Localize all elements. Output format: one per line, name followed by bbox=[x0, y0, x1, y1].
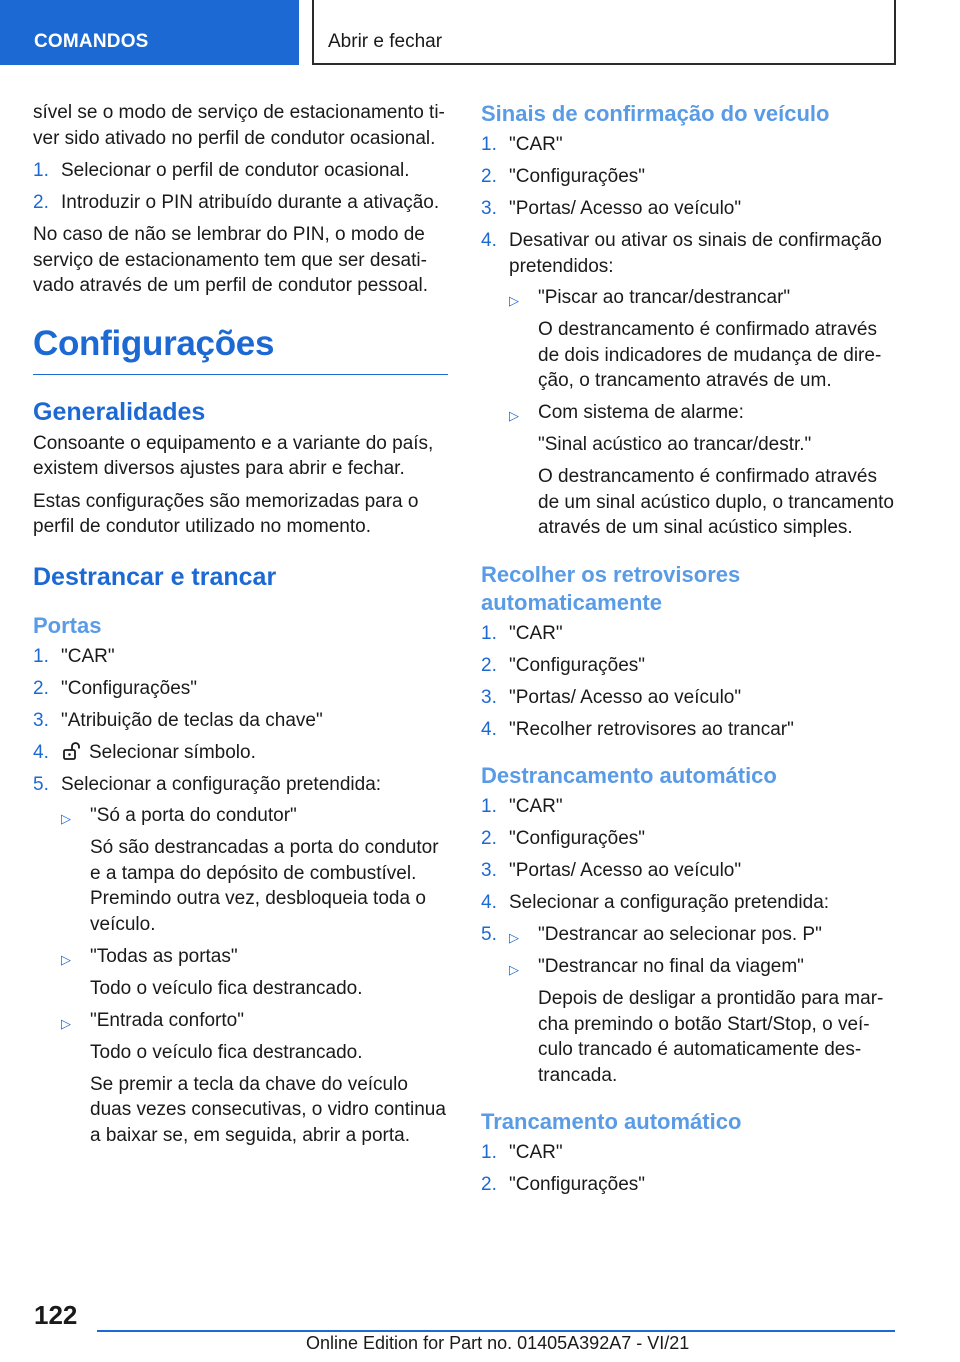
list-item bbox=[481, 228, 901, 541]
portas-steps bbox=[33, 644, 448, 1149]
step-number: 1. bbox=[481, 622, 497, 644]
step-text: "CAR" bbox=[509, 134, 563, 155]
list-item bbox=[509, 285, 901, 394]
step-number: 4. bbox=[481, 718, 497, 740]
triangle-bullet-icon: ▷ bbox=[61, 1015, 71, 1031]
options-list bbox=[61, 803, 448, 1148]
step-text: "Portas/ Acesso ao veículo" bbox=[509, 686, 742, 708]
list-item bbox=[481, 890, 901, 916]
list-item bbox=[509, 954, 901, 1088]
step-number: 2. bbox=[481, 166, 497, 187]
list-item bbox=[33, 676, 448, 702]
option-label: "Só a porta do condutor" bbox=[90, 805, 297, 826]
heading-destrancamento-automatico: Destrancamento automático bbox=[481, 763, 777, 788]
option-description: O destrancamento é confirmado através de dois indicadores de mudança de dire-ção, o trancamento através de um. bbox=[538, 319, 882, 391]
step-number: 5. bbox=[33, 773, 49, 795]
destrancamento-steps bbox=[481, 794, 901, 916]
step-number: 3. bbox=[481, 686, 497, 708]
right-column bbox=[481, 100, 901, 1204]
option-label: "Piscar ao trancar/destrancar" bbox=[538, 287, 791, 308]
options-list bbox=[509, 285, 901, 541]
step-number: 2. bbox=[33, 192, 49, 213]
footer-edition: Online Edition for Part no. 01405A392A7 - VI/21 bbox=[306, 1333, 690, 1353]
step-text: Introduzir o PIN atribuído durante a ativação. bbox=[61, 192, 440, 213]
step-text: "Portas/ Acesso ao veículo" bbox=[509, 860, 742, 881]
step-number: 3. bbox=[33, 709, 49, 731]
list-item bbox=[481, 164, 901, 190]
list-item bbox=[481, 794, 901, 820]
list-item bbox=[61, 1008, 448, 1149]
step-number: 2. bbox=[481, 1174, 497, 1195]
step-text: Selecionar a configuração pretendida: bbox=[61, 773, 382, 795]
generalidades-text-2: Estas configurações são memorizadas para o perfil de condutor utilizado no momento. bbox=[33, 490, 419, 537]
header-section-tab: COMANDOS bbox=[0, 0, 299, 65]
list-item bbox=[481, 858, 901, 884]
option-description: O destrancamento é confirmado através de um sinal acústico duplo, o trancamento através de um sinal acústico simples. bbox=[538, 466, 894, 538]
option-description: Todo o veículo fica destrancado. bbox=[90, 977, 363, 999]
step-text: "Configurações" bbox=[509, 828, 646, 849]
list-item bbox=[33, 644, 448, 670]
intro-paragraph: sível se o modo de serviço de estacionamento ti-ver sido ativado no perfil de condutor ocasional. bbox=[33, 102, 445, 149]
triangle-bullet-icon: ▷ bbox=[509, 293, 519, 308]
section-title: Configurações bbox=[33, 306, 448, 375]
step-number: 1. bbox=[481, 134, 497, 155]
step-number: 4. bbox=[481, 892, 497, 913]
step-text: Selecionar a configuração pretendida: bbox=[509, 892, 830, 913]
heading-destrancar-trancar: Destrancar e trancar bbox=[33, 562, 277, 591]
step-text: "CAR" bbox=[509, 1142, 563, 1163]
step-number: 1. bbox=[481, 796, 497, 817]
step-number: 2. bbox=[481, 654, 497, 676]
unlock-icon bbox=[61, 741, 83, 761]
heading-generalidades: Generalidades bbox=[33, 397, 206, 426]
step-text: "Portas/ Acesso ao veículo" bbox=[509, 198, 742, 219]
heading-sinais-confirmacao: Sinais de confirmação do veículo bbox=[481, 101, 830, 126]
list-item bbox=[481, 1140, 901, 1166]
list-item bbox=[481, 717, 901, 743]
step-text: "Configurações" bbox=[509, 654, 646, 676]
list-item bbox=[509, 922, 901, 948]
list-item bbox=[61, 944, 448, 1002]
step-text: "Configurações" bbox=[61, 677, 198, 699]
option-label: "Destrancar no final da viagem" bbox=[538, 956, 804, 977]
list-item bbox=[33, 740, 448, 766]
option-description: Só são destrancadas a porta do condutor e a tampa do depósito de combustível. Premindo outra vez, desbloqueia toda o veículo. bbox=[90, 837, 439, 935]
option-description: Depois de desligar a prontidão para mar-cha premindo o botão Start/Stop, o veí-culo trancado é automaticamente des-trancada. bbox=[538, 988, 884, 1086]
list-item bbox=[481, 826, 901, 852]
step-text: "Recolher retrovisores ao trancar" bbox=[509, 718, 794, 740]
step-number: 1. bbox=[33, 160, 49, 181]
option-label: "Entrada conforto" bbox=[90, 1009, 244, 1031]
list-item bbox=[509, 400, 901, 541]
step-number: 2. bbox=[481, 828, 497, 849]
list-item bbox=[33, 772, 448, 1149]
step-text: "Configurações" bbox=[509, 166, 646, 187]
list-item bbox=[33, 190, 448, 216]
step-text: "CAR" bbox=[61, 645, 115, 667]
step-text: Selecionar o perfil de condutor ocasional. bbox=[61, 160, 410, 181]
step-number: 4. bbox=[33, 741, 49, 763]
step-text: "CAR" bbox=[509, 796, 563, 817]
step-text: Desativar ou ativar os sinais de confirmação pretendidos: bbox=[509, 230, 882, 277]
list-item bbox=[481, 922, 901, 1088]
step-text: "CAR" bbox=[509, 622, 563, 644]
triangle-bullet-icon: ▷ bbox=[509, 930, 519, 945]
left-column bbox=[33, 100, 448, 1155]
footer-divider bbox=[97, 1330, 895, 1332]
list-item bbox=[33, 158, 448, 184]
destrancamento-step-5 bbox=[481, 922, 901, 1088]
heading-trancamento-automatico: Trancamento automático bbox=[481, 1109, 742, 1134]
step-text: Selecionar símbolo. bbox=[89, 741, 256, 763]
step-number: 1. bbox=[481, 1142, 497, 1163]
heading-portas: Portas bbox=[33, 612, 102, 638]
list-item bbox=[481, 196, 901, 222]
triangle-bullet-icon: ▷ bbox=[61, 811, 71, 826]
triangle-bullet-icon: ▷ bbox=[509, 408, 519, 423]
list-item bbox=[33, 708, 448, 734]
option-label: "Todas as portas" bbox=[90, 945, 238, 967]
intro-note: No caso de não se lembrar do PIN, o modo de serviço de estacionamento tem que ser desati-vado através de um perfil de condutor pessoal. bbox=[33, 224, 429, 296]
page-number: 122 bbox=[34, 1300, 78, 1330]
list-item bbox=[481, 132, 901, 158]
step-number: 1. bbox=[33, 645, 49, 667]
option-label: Com sistema de alarme: bbox=[538, 402, 744, 423]
triangle-bullet-icon: ▷ bbox=[61, 951, 71, 967]
destrancamento-options bbox=[509, 922, 901, 1088]
option-description: "Sinal acústico ao trancar/destr." bbox=[538, 434, 812, 455]
list-item bbox=[481, 621, 901, 647]
retrovisores-steps bbox=[481, 621, 901, 743]
option-description: Se premir a tecla da chave do veículo duas vezes consecutivas, o vidro continua a baixar se, em seguida, abrir a porta. bbox=[90, 1073, 446, 1146]
list-item bbox=[61, 803, 448, 937]
generalidades-text-1: Consoante o equipamento e a variante do país, existem diversos ajustes para abrir e fechar. bbox=[33, 432, 434, 479]
step-number: 2. bbox=[33, 677, 49, 699]
header-chapter-title: Abrir e fechar bbox=[312, 0, 896, 65]
sinais-steps bbox=[481, 132, 901, 541]
list-item bbox=[481, 1172, 901, 1198]
list-item bbox=[481, 685, 901, 711]
step-text: "Atribuição de teclas da chave" bbox=[61, 709, 323, 731]
heading-recolher-retrovisores: Recolher os retrovisores automaticamente bbox=[481, 561, 741, 615]
step-number: 3. bbox=[481, 860, 497, 881]
step-text: "Configurações" bbox=[509, 1174, 646, 1195]
intro-steps bbox=[33, 158, 448, 216]
option-label: "Destrancar ao selecionar pos. P" bbox=[538, 924, 822, 945]
trancamento-steps bbox=[481, 1140, 901, 1198]
list-item bbox=[481, 653, 901, 679]
option-description: Todo o veículo fica destrancado. bbox=[90, 1041, 363, 1063]
triangle-bullet-icon: ▷ bbox=[509, 962, 519, 977]
step-number: 3. bbox=[481, 198, 497, 219]
step-number: 5. bbox=[481, 924, 497, 945]
step-number: 4. bbox=[481, 230, 497, 251]
